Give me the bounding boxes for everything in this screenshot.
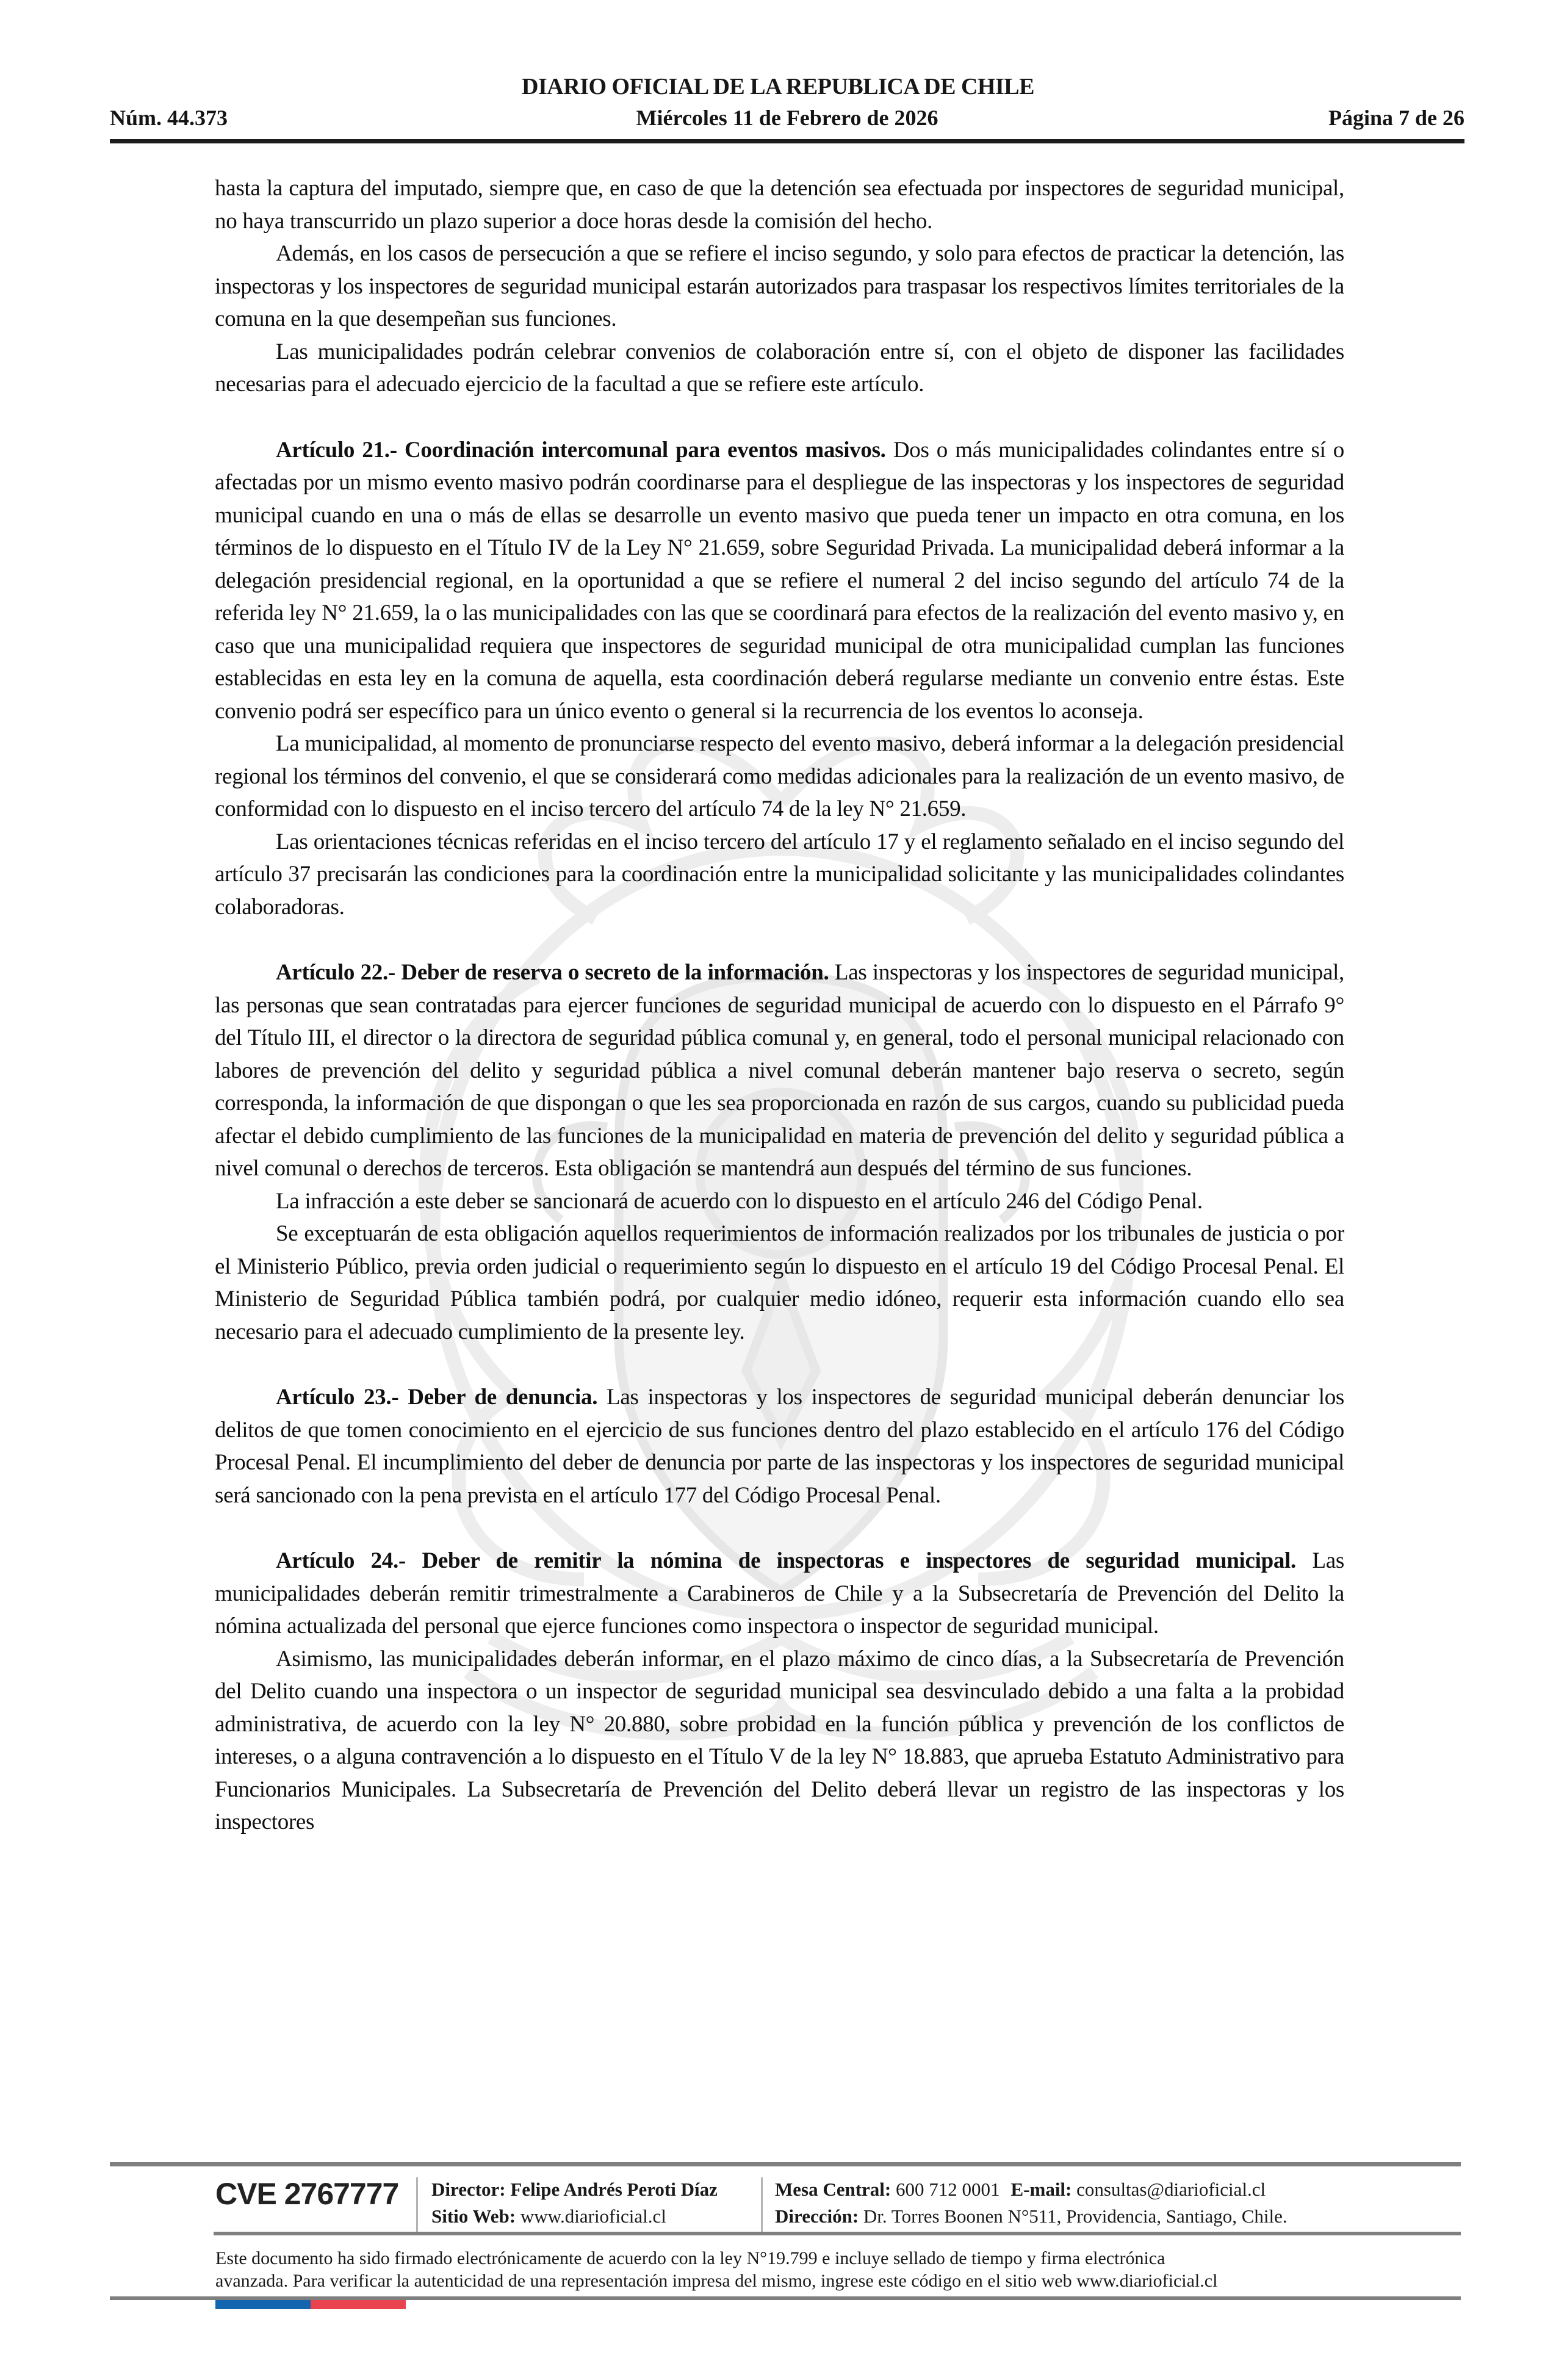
header-rule	[110, 139, 1464, 143]
article-21-paragraph: Artículo 21.- Coordinación intercomunal para eventos masivos. Dos o más municipalidades colindantes entre sí o afectadas por un mismo evento masivo podrán coordinarse para el despliegue de las inspectoras y los inspectores de seguridad municipal cuando en una o más de ellas se desarrolle un evento masivo que pueda tener un impacto en otra comuna, en los términos de lo dispuesto en el Título IV de la Ley N° 21.659, sobre Seguridad Privada. La municipalidad deberá informar a la delegación presidencial regional, en la oportunidad a que se refiere el numeral 2 del inciso segundo del artículo 74 de la referida ley N° 21.659, la o las municipalidades con las que se coordinará para efectos de la realización del evento masivo y, en caso que una municipalidad requiera que inspectores de seguridad municipal de otra municipalidad cumplan las funciones establecidas en esta ley en la comuna de aquella, esta coordinación deberá regularse mediante un convenio entre éstas. Este convenio podrá ser específico para un único evento o general si la recurrencia de los eventos lo aconseja.	[215, 437, 1344, 724]
chile-government-flag	[215, 2300, 406, 2309]
paragraph: Además, en los casos de persecución a que se refiere el inciso segundo, y solo para efectos de practicar la detención, las inspectoras y los inspectores de seguridad municipal estarán autorizados para traspasar los respectivos límites territoriales de la comuna en la que desempeñan sus funciones.	[215, 241, 1344, 331]
paragraph: Se exceptuarán de esta obligación aquellos requerimientos de información realizados por los tribunales de justicia o por el Ministerio Público, previa orden judicial o requerimiento según lo dispuesto en el artículo 19 del Código Procesal Penal. El Ministerio de Seguridad Pública también podrá, por cualquier medio idóneo, requerir esta información cuando ello sea necesario para el adecuado cumplimiento de la presente ley.	[215, 1221, 1344, 1344]
document-body	[215, 172, 1344, 2157]
edition-date: Miércoles 11 de Febrero de 2026	[636, 106, 938, 130]
footer-rule-top	[110, 2162, 1461, 2166]
paragraph: Las orientaciones técnicas referidas en el inciso tercero del artículo 17 y el reglamento señalado en el inciso segundo del artículo 37 precisarán las condiciones para la coordinación entre la municipalidad solicitante y las municipalidades colindantes colaboradoras.	[215, 829, 1344, 920]
paragraph-cutoff: Asimismo, las municipalidades deberán informar, en el plazo máximo de cinco días, a la Subsecretaría de Prevención del Delito cuando una inspectora o un inspector de seguridad municipal sea desvinculado debido a una falta a la probidad administrativa, de acuerdo con la ley N° 20.880, sobre probidad en la función pública y prevención de los conflictos de intereses, o a alguna contravención a lo dispuesto en el Título V de la ley N° 18.883, que aprueba Estatuto Administrativo para Funcionarios Municipales. La Subsecretaría de Prevención del Delito deberá llevar un registro de las inspectoras y los inspectores	[215, 1646, 1344, 1834]
footer-rule-middle	[214, 2232, 1461, 2235]
article-21-heading: Artículo 21.- Coordinación intercomunal para eventos masivos.	[276, 437, 893, 463]
article-23-heading: Artículo 23.- Deber de denuncia.	[276, 1385, 607, 1410]
legal-notice-line-1: Este documento ha sido firmado electrónicamente de acuerdo con la ley N°19.799 e incluye sellado de tiempo y firma electrónica	[215, 2248, 1165, 2268]
paragraph: Las municipalidades podrán celebrar convenios de colaboración entre sí, con el objeto de disponer las facilidades necesarias para el adecuado ejercicio de la facultad a que se refiere este artículo.	[215, 339, 1344, 397]
article-24-heading: Artículo 24.- Deber de remitir la nómina de inspectoras e inspectores de seguridad municipal.	[276, 1548, 1313, 1573]
director-line: Director: Felipe Andrés Peroti Díaz	[431, 2179, 718, 2200]
footer-divider-1	[416, 2177, 418, 2235]
sitio-web-line: Sitio Web: www.diarioficial.cl	[431, 2205, 666, 2227]
flag-red-half	[311, 2300, 406, 2309]
mesa-central-line: Mesa Central: 600 712 0001 E-mail: consultas@diarioficial.cl	[775, 2179, 1266, 2200]
article-23-paragraph: Artículo 23.- Deber de denuncia. Las inspectoras y los inspectores de seguridad municipal deberán denunciar los delitos de que tomen conocimiento en el ejercicio de sus funciones dentro del plazo establecido en el artículo 176 del Código Procesal Penal. El incumplimiento del deber de denuncia por parte de las inspectoras y los inspectores de seguridad municipal será sancionado con la pena prevista en el artículo 177 del Código Procesal Penal.	[215, 1385, 1344, 1508]
article-22-paragraph: Artículo 22.- Deber de reserva o secreto de la información. Las inspectoras y los inspectores de seguridad municipal, las personas que sean contratadas para ejercer funciones de seguridad municipal de acuerdo con lo dispuesto en el Párrafo 9° del Título III, el director o la directora de seguridad pública comunal y, en general, todo el personal municipal relacionado con labores de prevención del delito y seguridad pública a nivel comunal deberán mantener bajo reserva o secreto, según corresponda, la información de que dispongan o que les sea proporcionada en razón de sus cargos, cuando su publicidad pueda afectar el debido cumplimiento de las funciones de la municipalidad en materia de prevención del delito y seguridad pública a nivel comunal o derechos de terceros. Esta obligación se mantendrá aun después del término de sus funciones.	[215, 960, 1344, 1181]
page-indicator: Página 7 de 26	[1328, 106, 1464, 130]
legal-notice-line-2: avanzada. Para verificar la autenticidad de una representación impresa del mismo, ingrese este código en el sitio web www.diarioficial.cl	[215, 2271, 1218, 2291]
header-meta-row	[110, 105, 1464, 131]
issue-number: Núm. 44.373	[110, 106, 228, 130]
cve-number: CVE 2767777	[215, 2177, 399, 2211]
footer-director-column	[431, 2176, 718, 2230]
legal-notice	[215, 2247, 1363, 2292]
article-22-heading: Artículo 22.- Deber de reserva o secreto de la información.	[276, 960, 835, 985]
footer-contact-column	[775, 2176, 1288, 2230]
article-24-paragraph: Artículo 24.- Deber de remitir la nómina de inspectoras e inspectores de seguridad municipal. Las municipalidades deberán remitir trimestralmente a Carabineros de Chile y a la Subsecretaría de Prevención del Delito la nómina actualizada del personal que ejerce funciones como inspectora o inspector de seguridad municipal.	[215, 1548, 1344, 1639]
flag-blue-half	[215, 2300, 311, 2309]
paragraph: La infracción a este deber se sancionará de acuerdo con lo dispuesto en el artículo 246 del Código Penal.	[276, 1188, 1203, 1214]
gazette-title: DIARIO OFICIAL DE LA REPUBLICA DE CHILE	[522, 74, 1034, 99]
footer-divider-2	[761, 2177, 763, 2235]
paragraph: La municipalidad, al momento de pronunciarse respecto del evento masivo, deberá informar a la delegación presidencial regional los términos del convenio, el que se considerará como medidas adicionales para la realización de un evento masivo, de conformidad con lo dispuesto en el inciso tercero del artículo 74 de la ley N° 21.659.	[215, 731, 1344, 821]
paragraph-continuation: hasta la captura del imputado, siempre que, en caso de que la detención sea efectuada por inspectores de seguridad municipal, no haya transcurrido un plazo superior a doce horas desde la comisión del hecho.	[215, 176, 1344, 234]
direccion-line: Dirección: Dr. Torres Boonen N°511, Providencia, Santiago, Chile.	[775, 2205, 1288, 2227]
